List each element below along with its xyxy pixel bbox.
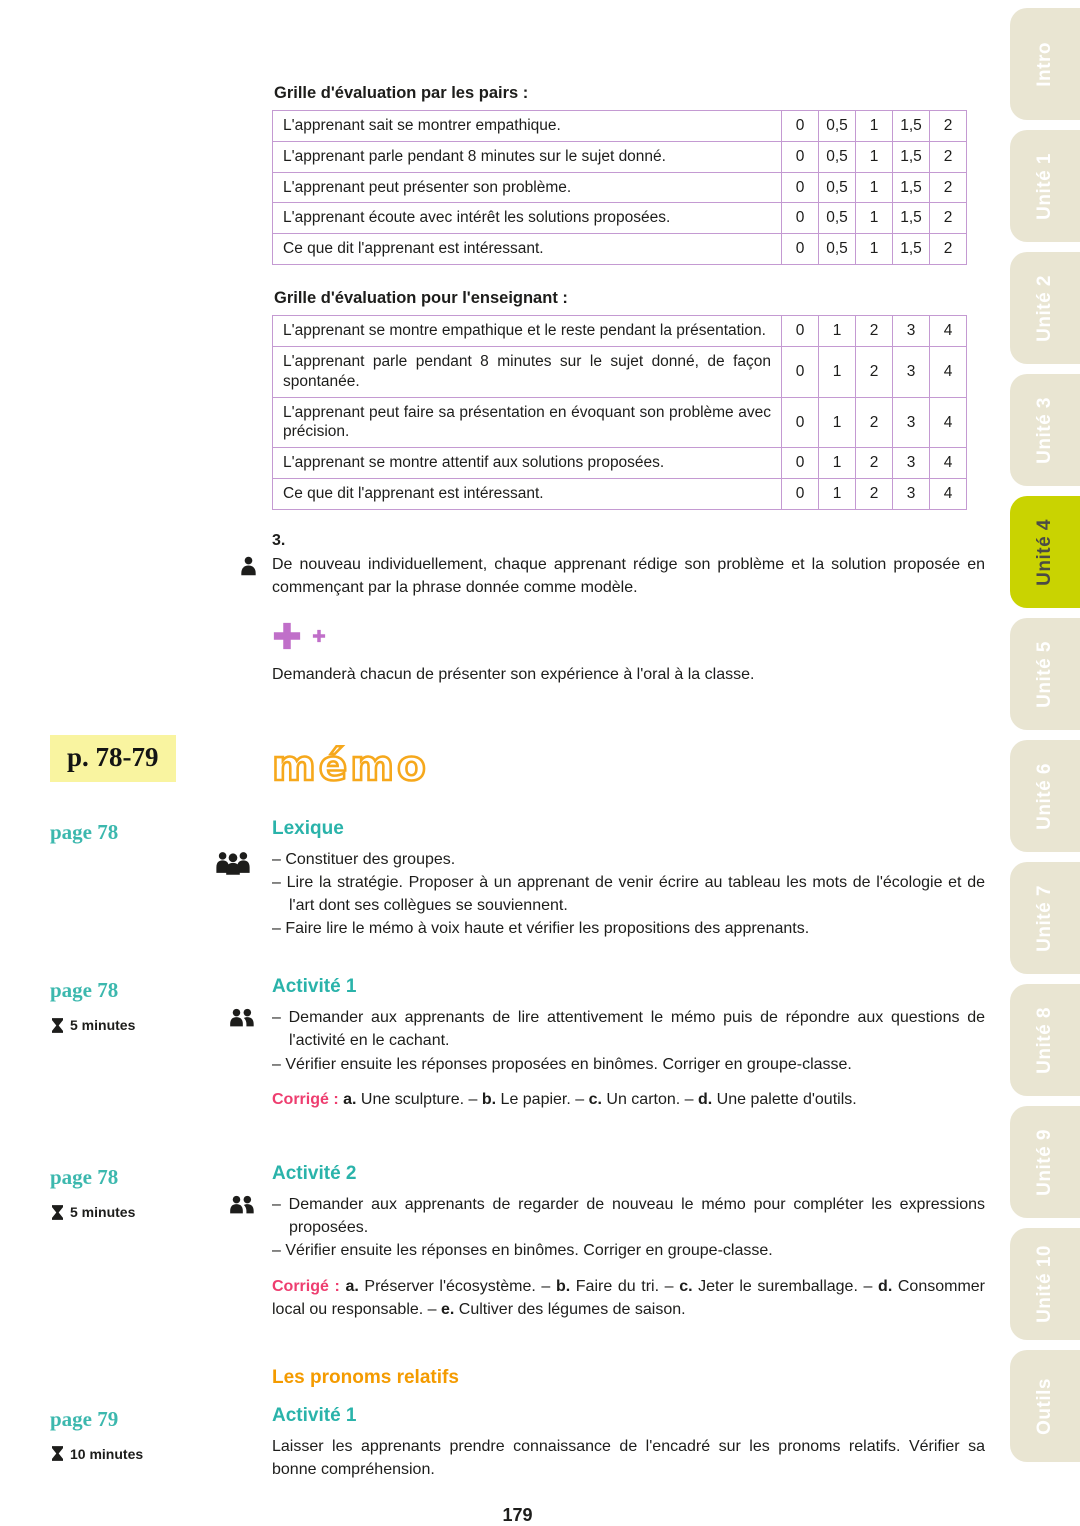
corrige-item-text: Un carton. – — [601, 1090, 698, 1108]
activite-1-heading: Activité 1 — [272, 976, 357, 998]
score-cell: 3 — [893, 316, 930, 347]
table-row — [273, 141, 967, 172]
corrige-item-text: Faire du tri. – — [570, 1277, 680, 1295]
sidebar-tab-unite-9[interactable] — [1010, 1106, 1080, 1218]
tab-label: Unité 4 — [1034, 518, 1055, 586]
score-cell: 1 — [856, 111, 893, 142]
sidebar-tab-unite-4[interactable] — [1010, 496, 1080, 608]
duration-label: 5 minutes — [70, 1017, 136, 1034]
score-cell: 1 — [819, 397, 856, 448]
score-cell: 2 — [930, 111, 967, 142]
table-row — [273, 397, 967, 448]
corrige-item-letter: e. — [441, 1300, 455, 1318]
corrige-label: Corrigé : — [272, 1277, 340, 1295]
score-cell: 1 — [856, 172, 893, 203]
tab-label: Unité 9 — [1034, 1128, 1055, 1196]
score-cell: 0 — [782, 479, 819, 510]
criterion-label: Ce que dit l'apprenant est intéressant. — [273, 479, 782, 510]
tab-label: Unité 3 — [1034, 396, 1055, 464]
activite-2-section — [50, 1163, 985, 1337]
activite-1-bullet: – Demander aux apprenants de lire attentivement le mémo puis de répondre aux questions de l'activité en le cachant. — [272, 1009, 985, 1050]
tab-label: Unité 7 — [1034, 884, 1055, 952]
corrige-item-text: Préserver l'écosystème. – — [358, 1277, 556, 1295]
score-cell: 0 — [782, 448, 819, 479]
tab-label: Intro — [1034, 41, 1055, 87]
page-ref: page 79 — [50, 1406, 119, 1431]
criterion-label: L'apprenant peut faire sa présentation en évoquant son problème avec précision. — [273, 397, 782, 448]
activite-1-bullet: – Vérifier ensuite les réponses proposées en binômes. Corriger en groupe-classe. — [272, 1055, 852, 1073]
tab-label: Unité 6 — [1034, 762, 1055, 830]
tab-label: Unité 1 — [1034, 152, 1055, 220]
corrige-line — [272, 1088, 985, 1111]
criterion-label: L'apprenant se montre empathique et le reste pendant la présentation. — [273, 316, 782, 347]
group-work-icon — [216, 850, 250, 875]
score-cell: 2 — [930, 203, 967, 234]
sidebar-tab-unite-3[interactable] — [1010, 374, 1080, 486]
corrige-item-letter: b. — [481, 1090, 497, 1108]
tab-label: Outils — [1034, 1377, 1055, 1435]
sidebar-tab-intro[interactable] — [1010, 8, 1080, 120]
duration-label: 10 minutes — [70, 1445, 144, 1462]
table-row — [273, 111, 967, 142]
score-cell: 0 — [782, 346, 819, 397]
score-cell: 4 — [930, 316, 967, 347]
score-cell: 1 — [819, 316, 856, 347]
hourglass-icon — [52, 1205, 63, 1220]
corrige-item-letter: c. — [679, 1277, 693, 1295]
score-cell: 0 — [782, 316, 819, 347]
score-cell: 1 — [819, 479, 856, 510]
page-ref: page 78 — [50, 1165, 119, 1189]
table-row — [273, 316, 967, 347]
hourglass-icon — [52, 1018, 63, 1033]
step-number: 3. — [272, 531, 286, 549]
corrige-item-letter: c. — [588, 1090, 602, 1108]
corrige-label: Corrigé : — [272, 1090, 339, 1108]
duration — [52, 1446, 272, 1462]
margin-gutter — [50, 84, 272, 687]
score-cell: 1,5 — [893, 111, 930, 142]
corrige-item-letter: b. — [555, 1277, 571, 1295]
tab-label: Unité 10 — [1034, 1245, 1055, 1323]
corrige-item-letter: d. — [698, 1090, 713, 1108]
score-cell: 0,5 — [819, 111, 856, 142]
table-row — [273, 479, 967, 510]
corrige-item-letter: a. — [343, 1090, 357, 1108]
table-row — [273, 346, 967, 397]
corrige-item-text: Le papier. – — [496, 1090, 589, 1108]
lexique-bullet: – Constituer des groupes. — [272, 850, 456, 868]
memo-section — [50, 733, 985, 790]
score-cell: 4 — [930, 397, 967, 448]
criterion-label: L'apprenant sait se montrer empathique. — [273, 111, 782, 142]
sidebar-tab-outils[interactable] — [1010, 1350, 1080, 1462]
extension-block — [272, 621, 985, 651]
activite-2-heading: Activité 2 — [272, 1163, 357, 1184]
tab-label: Unité 5 — [1034, 640, 1055, 708]
score-cell: 1 — [819, 448, 856, 479]
step-3 — [272, 532, 985, 599]
score-cell: 4 — [930, 479, 967, 510]
score-cell: 0,5 — [819, 234, 856, 265]
score-cell: 2 — [856, 479, 893, 510]
page-number: 179 — [502, 1505, 533, 1526]
score-cell: 1 — [856, 141, 893, 172]
activite-1-section — [50, 976, 985, 1127]
corrige-item-text: Cultiver des légumes de saison. — [454, 1300, 686, 1318]
hourglass-icon — [52, 1446, 63, 1461]
score-cell: 2 — [930, 172, 967, 203]
criterion-label: L'apprenant se montre attentif aux solutions proposées. — [273, 448, 782, 479]
score-cell: 0 — [782, 141, 819, 172]
corrige-item-text: Une palette d'outils. — [712, 1090, 857, 1108]
teacher-table-title: Grille d'évaluation pour l'enseignant : — [274, 289, 568, 308]
score-cell: 0,5 — [819, 172, 856, 203]
sidebar-tab-unite-2[interactable] — [1010, 252, 1080, 364]
score-cell: 1,5 — [893, 172, 930, 203]
score-cell: 3 — [893, 346, 930, 397]
score-cell: 0 — [782, 397, 819, 448]
page-ref: page 78 — [50, 978, 119, 1003]
score-cell: 0 — [782, 234, 819, 265]
lexique-bullet: – Faire lire le mémo à voix haute et vérifier les propositions des apprenants. — [272, 920, 810, 938]
score-cell: 0 — [782, 111, 819, 142]
corrige-item-letter: a. — [345, 1277, 359, 1295]
criterion-label: L'apprenant parle pendant 8 minutes sur le sujet donné. — [273, 141, 782, 172]
score-cell: 2 — [856, 346, 893, 397]
table-row — [273, 448, 967, 479]
score-cell: 0 — [782, 203, 819, 234]
lexique-bullet: – Lire la stratégie. Proposer à un apprenant de venir écrire au tableau les mots de l'écologie et de l'art dont ses collègues se souviennent. — [272, 873, 985, 914]
criterion-label: L'apprenant parle pendant 8 minutes sur le sujet donné, de façon spontanée. — [273, 346, 782, 397]
corrige-item-letter: d. — [878, 1277, 893, 1295]
sidebar-tab-unite-7[interactable] — [1010, 862, 1080, 974]
page-footer — [50, 1505, 985, 1526]
unit-tab-bar — [1010, 0, 1080, 1465]
teacher-evaluation-table — [272, 315, 967, 510]
pronoms-heading: Les pronoms relatifs — [272, 1366, 459, 1388]
score-cell: 1 — [856, 203, 893, 234]
tab-label: Unité 8 — [1034, 1006, 1055, 1074]
sidebar-tab-unite-10[interactable] — [1010, 1228, 1080, 1340]
score-cell: 3 — [893, 448, 930, 479]
table-row — [273, 203, 967, 234]
score-cell: 1,5 — [893, 234, 930, 265]
score-cell: 1,5 — [893, 141, 930, 172]
score-cell: 3 — [893, 397, 930, 448]
individual-work-icon — [238, 556, 259, 577]
pronoms-activite-text: Laisser les apprenants prendre connaissance de l'encadré sur les pronoms relatifs. Vérifier sa bonne compréhension. — [272, 1437, 985, 1479]
activite-2-bullet: – Vérifier ensuite les réponses en binômes. Corriger en groupe-classe. — [272, 1242, 773, 1260]
score-cell: 0,5 — [819, 141, 856, 172]
peer-table-title: Grille d'évaluation par les pairs : — [274, 84, 529, 102]
corrige-item-text: Une sculpture. – — [356, 1090, 482, 1108]
page-ref: page 78 — [50, 819, 119, 844]
score-cell: 4 — [930, 346, 967, 397]
peer-evaluation-table — [272, 110, 967, 265]
plus-icon — [272, 621, 302, 651]
lexique-section — [50, 818, 985, 941]
score-cell: 0 — [782, 172, 819, 203]
criterion-label: L'apprenant écoute avec intérêt les solutions proposées. — [273, 203, 782, 234]
score-cell: 4 — [930, 448, 967, 479]
criterion-label: L'apprenant peut présenter son problème. — [273, 172, 782, 203]
score-cell: 0,5 — [819, 203, 856, 234]
score-cell: 2 — [856, 397, 893, 448]
pair-work-icon — [228, 1195, 255, 1215]
plus-small-icon — [312, 629, 326, 643]
lexique-heading: Lexique — [272, 817, 344, 839]
table-row — [273, 172, 967, 203]
sidebar-tab-unite-5[interactable] — [1010, 618, 1080, 730]
criterion-label: Ce que dit l'apprenant est intéressant. — [273, 234, 782, 265]
table-row — [273, 234, 967, 265]
score-cell: 3 — [893, 479, 930, 510]
corrige-item-text: Jeter le suremballage. – — [692, 1277, 879, 1295]
pronoms-activite-section — [50, 1405, 985, 1481]
score-cell: 1 — [856, 234, 893, 265]
page-ref-box: p. 78-79 — [50, 735, 176, 782]
tab-label: Unité 2 — [1034, 274, 1055, 342]
corrige-line — [272, 1275, 985, 1321]
corrige-item-text: Consommer local ou responsable. – — [272, 1277, 986, 1318]
score-cell: 2 — [930, 141, 967, 172]
activite-2-bullet: – Demander aux apprenants de regarder de nouveau le mémo pour compléter les expressions proposées. — [272, 1196, 985, 1237]
sidebar-tab-unite-8[interactable] — [1010, 984, 1080, 1096]
score-cell: 2 — [930, 234, 967, 265]
pronoms-activite-heading: Activité 1 — [272, 1404, 357, 1426]
pair-work-icon — [228, 1008, 255, 1028]
memo-heading: mémo — [272, 740, 429, 790]
score-cell: 1 — [819, 346, 856, 397]
peer-grid-section — [50, 84, 985, 687]
extension-text: Demanderà chacun de présenter son expérience à l'oral à la classe. — [272, 666, 755, 684]
score-cell: 2 — [856, 448, 893, 479]
pronoms-heading-section — [50, 1367, 985, 1397]
sidebar-tab-unite-1[interactable] — [1010, 130, 1080, 242]
score-cell: 1,5 — [893, 203, 930, 234]
score-cell: 2 — [856, 316, 893, 347]
step-3-text: De nouveau individuellement, chaque apprenant rédige son problème et la solution proposée en commençant par la phrase donnée comme modèle. — [272, 555, 985, 597]
sidebar-tab-unite-6[interactable] — [1010, 740, 1080, 852]
duration-label: 5 minutes — [70, 1204, 136, 1220]
